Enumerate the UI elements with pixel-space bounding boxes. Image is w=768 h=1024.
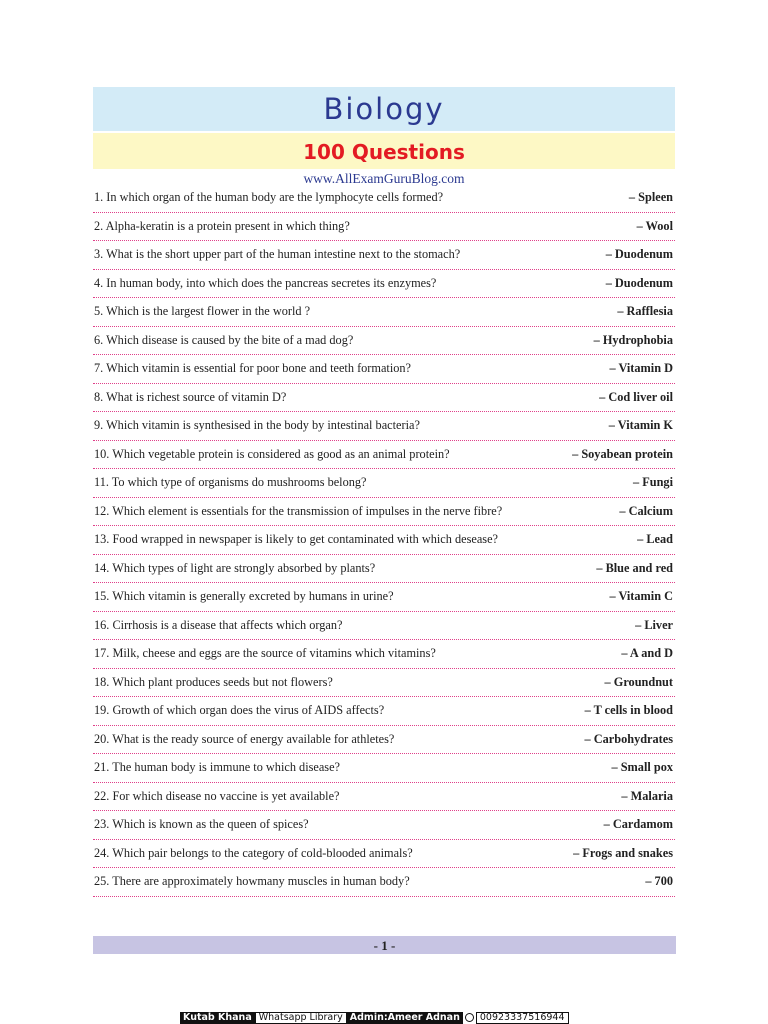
answer-text: – Duodenum bbox=[605, 247, 673, 262]
page-subtitle: 100 Questions bbox=[303, 140, 465, 164]
question-text: 21. The human body is immune to which disease? bbox=[94, 760, 341, 775]
question-row bbox=[93, 412, 675, 441]
question-row bbox=[93, 298, 675, 327]
question-text: 24. Which pair belongs to the category of cold-blooded animals? bbox=[94, 845, 413, 860]
question-text: 2. Alpha-keratin is a protein present in which thing? bbox=[94, 218, 350, 233]
question-row bbox=[93, 640, 675, 669]
answer-text: – Vitamin D bbox=[609, 361, 673, 376]
question-text: 3. What is the short upper part of the human intestine next to the stomach? bbox=[94, 247, 461, 262]
page-title: Biology bbox=[323, 92, 445, 126]
answer-text: – Calcium bbox=[619, 503, 673, 518]
question-row bbox=[93, 612, 675, 641]
question-row bbox=[93, 469, 675, 498]
question-text: 9. Which vitamin is synthesised in the body by intestinal bacteria? bbox=[94, 418, 420, 433]
question-text: 19. Growth of which organ does the virus of AIDS affects? bbox=[94, 703, 385, 718]
question-text: 1. In which organ of the human body are the lymphocyte cells formed? bbox=[94, 190, 444, 205]
question-row bbox=[93, 669, 675, 698]
question-row bbox=[93, 868, 675, 897]
question-text: 20. What is the ready source of energy available for athletes? bbox=[94, 731, 395, 746]
question-text: 22. For which disease no vaccine is yet available? bbox=[94, 788, 340, 803]
question-row bbox=[93, 441, 675, 470]
credit-strip bbox=[180, 1011, 569, 1024]
whatsapp-icon bbox=[465, 1013, 474, 1022]
library-label: Kutab Khana bbox=[180, 1012, 255, 1024]
question-row bbox=[93, 555, 675, 584]
question-row bbox=[93, 526, 675, 555]
answer-text: – Vitamin C bbox=[609, 589, 673, 604]
question-row bbox=[93, 184, 675, 213]
answer-text: – Blue and red bbox=[596, 560, 673, 575]
answer-text: – A and D bbox=[621, 646, 673, 661]
question-row bbox=[93, 241, 675, 270]
page-number-band bbox=[93, 936, 676, 954]
question-row bbox=[93, 327, 675, 356]
question-text: 14. Which types of light are strongly absorbed by plants? bbox=[94, 560, 376, 575]
phone-number: 00923337516944 bbox=[476, 1012, 569, 1024]
answer-text: – Wool bbox=[636, 218, 673, 233]
answer-text: – Small pox bbox=[611, 760, 673, 775]
question-text: 17. Milk, cheese and eggs are the source of vitamins which vitamins? bbox=[94, 646, 436, 661]
question-text: 10. Which vegetable protein is considered as good as an animal protein? bbox=[94, 446, 450, 461]
question-row bbox=[93, 811, 675, 840]
answer-text: – Frogs and snakes bbox=[573, 845, 673, 860]
question-text: 13. Food wrapped in newspaper is likely to get contaminated with which desease? bbox=[94, 532, 498, 547]
answer-text: – 700 bbox=[645, 874, 673, 889]
page-number: - 1 - bbox=[373, 938, 396, 953]
question-row bbox=[93, 840, 675, 869]
question-text: 7. Which vitamin is essential for poor bone and teeth formation? bbox=[94, 361, 412, 376]
answer-text: – Liver bbox=[635, 617, 673, 632]
admin-label: Admin:Ameer Adnan bbox=[347, 1012, 463, 1024]
answer-text: – Soyabean protein bbox=[572, 446, 673, 461]
question-text: 5. Which is the largest flower in the world ? bbox=[94, 304, 311, 319]
answer-text: – Vitamin K bbox=[608, 418, 673, 433]
answer-text: – Malaria bbox=[621, 788, 673, 803]
answer-text: – Carbohydrates bbox=[584, 731, 673, 746]
website-link[interactable]: www.AllExamGuruBlog.com bbox=[303, 171, 465, 186]
answer-text: – Hydrophobia bbox=[593, 332, 673, 347]
answer-text: – T cells in blood bbox=[584, 703, 673, 718]
question-row bbox=[93, 583, 675, 612]
question-text: 4. In human body, into which does the pancreas secretes its enzymes? bbox=[94, 275, 437, 290]
answer-text: – Cod liver oil bbox=[599, 389, 673, 404]
question-row bbox=[93, 384, 675, 413]
question-row bbox=[93, 726, 675, 755]
question-text: 25. There are approximately howmany muscles in human body? bbox=[94, 874, 410, 889]
group-label: Whatsapp Library bbox=[255, 1012, 347, 1024]
question-text: 16. Cirrhosis is a disease that affects which organ? bbox=[94, 617, 343, 632]
question-text: 12. Which element is essentials for the transmission of impulses in the nerve fibre? bbox=[94, 503, 503, 518]
question-text: 8. What is richest source of vitamin D? bbox=[94, 389, 287, 404]
answer-text: – Cardamom bbox=[603, 817, 673, 832]
answer-text: – Fungi bbox=[633, 475, 673, 490]
answer-text: – Groundnut bbox=[604, 674, 673, 689]
question-row bbox=[93, 355, 675, 384]
answer-text: – Lead bbox=[637, 532, 673, 547]
title-band bbox=[93, 87, 675, 131]
question-text: 15. Which vitamin is generally excreted by humans in urine? bbox=[94, 589, 394, 604]
answer-text: – Duodenum bbox=[605, 275, 673, 290]
question-text: 11. To which type of organisms do mushrooms belong? bbox=[94, 475, 367, 490]
answer-text: – Rafflesia bbox=[617, 304, 673, 319]
subtitle-band bbox=[93, 133, 675, 169]
question-row bbox=[93, 783, 675, 812]
question-text: 6. Which disease is caused by the bite of a mad dog? bbox=[94, 332, 354, 347]
question-text: 18. Which plant produces seeds but not flowers? bbox=[94, 674, 333, 689]
question-row bbox=[93, 754, 675, 783]
question-row bbox=[93, 213, 675, 242]
question-text: 23. Which is known as the queen of spices? bbox=[94, 817, 309, 832]
question-list bbox=[93, 184, 675, 897]
answer-text: – Spleen bbox=[628, 190, 673, 205]
question-row bbox=[93, 697, 675, 726]
question-row bbox=[93, 498, 675, 527]
question-row bbox=[93, 270, 675, 299]
